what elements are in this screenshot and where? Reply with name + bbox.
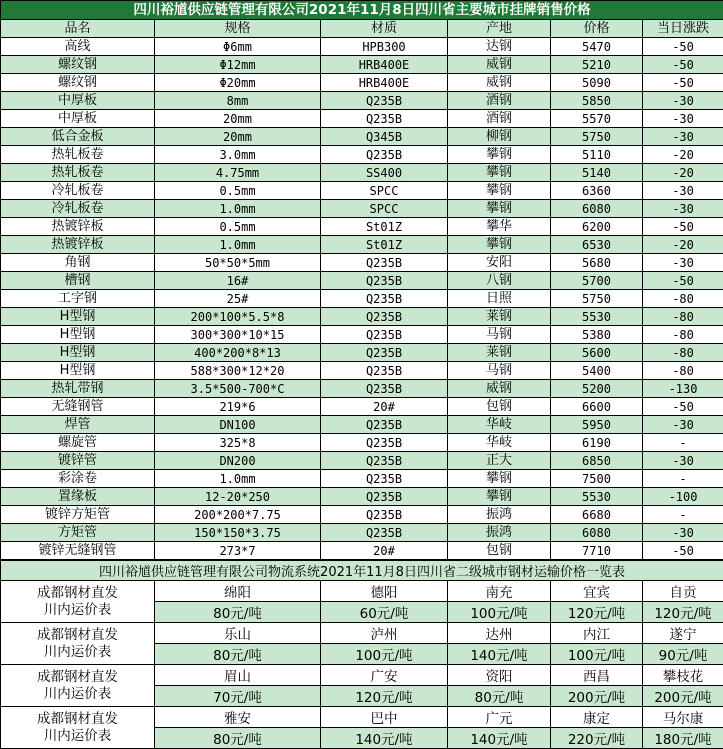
table-row — [1, 74, 723, 92]
destination-city: 南充 — [448, 581, 551, 602]
table-row — [1, 38, 723, 56]
freight-price: 80元/吨 — [155, 728, 321, 749]
freight-price: 220元/吨 — [551, 728, 643, 749]
origin-cell: 安阳 — [448, 254, 551, 272]
product-name-cell: H型钢 — [1, 326, 155, 344]
table-row — [1, 110, 723, 128]
table-row — [1, 470, 723, 488]
freight-price: 180元/吨 — [643, 728, 723, 749]
freight-price: 140元/吨 — [448, 644, 551, 665]
daily-change-cell: -50 — [643, 398, 723, 416]
material-cell: Q235B — [321, 434, 448, 452]
freight-price: 90元/吨 — [643, 644, 723, 665]
product-name-cell: 镀锌无缝钢管 — [1, 542, 155, 560]
material-cell: Q235B — [321, 524, 448, 542]
price-cell: 5470 — [551, 38, 643, 56]
table-row — [1, 128, 723, 146]
table-row — [1, 218, 723, 236]
table-row — [1, 326, 723, 344]
daily-change-cell: -80 — [643, 326, 723, 344]
destination-city: 广安 — [321, 665, 448, 686]
spec-cell: 150*150*3.75 — [155, 524, 321, 542]
spec-cell: 273*7 — [155, 542, 321, 560]
material-cell: Q345B — [321, 128, 448, 146]
product-name-cell: 热轧板卷 — [1, 146, 155, 164]
material-cell: SS400 — [321, 164, 448, 182]
daily-change-cell: -30 — [643, 110, 723, 128]
spec-cell: 25# — [155, 290, 321, 308]
freight-price: 200元/吨 — [643, 686, 723, 707]
product-name-cell: 螺纹钢 — [1, 56, 155, 74]
spec-cell: 3.5*500-700*C — [155, 380, 321, 398]
price-cell: 5200 — [551, 380, 643, 398]
origin-cell: 八钢 — [448, 272, 551, 290]
column-header: 规格 — [155, 20, 321, 38]
spec-cell: 219*6 — [155, 398, 321, 416]
material-cell: Q235B — [321, 290, 448, 308]
freight-price: 70元/吨 — [155, 686, 321, 707]
daily-change-cell: -50 — [643, 272, 723, 290]
spec-cell: 20mm — [155, 128, 321, 146]
daily-change-cell: - — [643, 506, 723, 524]
daily-change-cell: -50 — [643, 56, 723, 74]
destination-city: 宜宾 — [551, 581, 643, 602]
material-cell: HPB300 — [321, 38, 448, 56]
origin-cell: 攀钢 — [448, 182, 551, 200]
material-cell: Q235B — [321, 506, 448, 524]
destination-city: 马尔康 — [643, 707, 723, 728]
price-cell: 6200 — [551, 218, 643, 236]
table-row — [1, 416, 723, 434]
daily-change-cell: -130 — [643, 380, 723, 398]
price-cell: 5600 — [551, 344, 643, 362]
freight-price: 120元/吨 — [643, 602, 723, 623]
price-cell: 6080 — [551, 524, 643, 542]
spec-cell: 50*50*5mm — [155, 254, 321, 272]
material-cell: Q235B — [321, 308, 448, 326]
table-row — [1, 344, 723, 362]
material-cell: Q235B — [321, 92, 448, 110]
price-cell: 5110 — [551, 146, 643, 164]
price-cell: 5680 — [551, 254, 643, 272]
origin-cell: 威钢 — [448, 74, 551, 92]
daily-change-cell: -100 — [643, 488, 723, 506]
row-label-line1: 成都钢材直发 — [3, 711, 152, 728]
freight-city-row — [1, 665, 723, 686]
freight-city-row — [1, 707, 723, 728]
table-row — [1, 380, 723, 398]
material-cell: Q235B — [321, 362, 448, 380]
freight-price: 140元/吨 — [448, 728, 551, 749]
origin-cell: 包钢 — [448, 398, 551, 416]
product-name-cell: 方矩管 — [1, 524, 155, 542]
table-row — [1, 308, 723, 326]
spec-cell: 1.0mm — [155, 200, 321, 218]
destination-city: 德阳 — [321, 581, 448, 602]
spec-cell: 200*200*7.75 — [155, 506, 321, 524]
freight-price: 120元/吨 — [321, 686, 448, 707]
product-name-cell: 低合金板 — [1, 128, 155, 146]
table-row — [1, 56, 723, 74]
origin-cell: 马钢 — [448, 362, 551, 380]
freight-price: 200元/吨 — [551, 686, 643, 707]
material-cell: Q235B — [321, 380, 448, 398]
price-cell: 5380 — [551, 326, 643, 344]
origin-cell: 攀钢 — [448, 488, 551, 506]
product-name-cell: H型钢 — [1, 362, 155, 380]
daily-change-cell: -20 — [643, 236, 723, 254]
origin-cell: 振鸿 — [448, 524, 551, 542]
product-name-cell: 无缝钢管 — [1, 398, 155, 416]
spec-cell: DN200 — [155, 452, 321, 470]
product-name-cell: 热镀锌板 — [1, 236, 155, 254]
destination-city: 泸州 — [321, 623, 448, 644]
material-cell: Q235B — [321, 326, 448, 344]
destination-city: 巴中 — [321, 707, 448, 728]
price-cell: 5700 — [551, 272, 643, 290]
product-name-cell: 角钢 — [1, 254, 155, 272]
freight-price: 140元/吨 — [321, 728, 448, 749]
destination-city: 雅安 — [155, 707, 321, 728]
daily-change-cell: -80 — [643, 290, 723, 308]
product-name-cell: 焊管 — [1, 416, 155, 434]
price-cell: 5530 — [551, 308, 643, 326]
spec-cell: 8mm — [155, 92, 321, 110]
table-row — [1, 398, 723, 416]
spec-cell: 1.0mm — [155, 236, 321, 254]
material-cell: St01Z — [321, 218, 448, 236]
destination-city: 乐山 — [155, 623, 321, 644]
product-name-cell: 螺纹钢 — [1, 74, 155, 92]
price-header-row — [1, 20, 723, 38]
daily-change-cell: -30 — [643, 200, 723, 218]
daily-change-cell: -20 — [643, 164, 723, 182]
freight-table-title: 四川裕馗供应链管理有限公司物流系统2021年11月8日四川省二级城市钢材运输价格一览表 — [1, 561, 723, 581]
origin-cell: 日照 — [448, 290, 551, 308]
row-label-line2: 川内运价表 — [3, 686, 152, 703]
origin-cell: 莱钢 — [448, 344, 551, 362]
price-cell: 7500 — [551, 470, 643, 488]
price-cell: 7710 — [551, 542, 643, 560]
spec-cell: 0.5mm — [155, 182, 321, 200]
daily-change-cell: -30 — [643, 524, 723, 542]
material-cell: 20# — [321, 542, 448, 560]
column-header: 当日涨跌 — [643, 20, 723, 38]
daily-change-cell: -30 — [643, 416, 723, 434]
daily-change-cell: -30 — [643, 452, 723, 470]
freight-price: 100元/吨 — [551, 644, 643, 665]
row-label-line2: 川内运价表 — [3, 602, 152, 619]
origin-cell: 华岐 — [448, 434, 551, 452]
product-name-cell: 槽钢 — [1, 272, 155, 290]
spec-cell: 12-20*250 — [155, 488, 321, 506]
product-name-cell: 工字钢 — [1, 290, 155, 308]
price-cell: 6190 — [551, 434, 643, 452]
destination-city: 绵阳 — [155, 581, 321, 602]
price-cell: 6600 — [551, 398, 643, 416]
freight-price: 100元/吨 — [321, 644, 448, 665]
destination-city: 达州 — [448, 623, 551, 644]
table-row — [1, 272, 723, 290]
price-cell: 5750 — [551, 128, 643, 146]
spec-cell: DN100 — [155, 416, 321, 434]
price-cell: 5950 — [551, 416, 643, 434]
daily-change-cell: -50 — [643, 38, 723, 56]
product-name-cell: 冷轧板卷 — [1, 182, 155, 200]
row-label-line2: 川内运价表 — [3, 728, 152, 745]
material-cell: SPCC — [321, 200, 448, 218]
price-cell: 5090 — [551, 74, 643, 92]
table-row — [1, 362, 723, 380]
product-name-cell: 螺旋管 — [1, 434, 155, 452]
product-name-cell: 热轧带钢 — [1, 380, 155, 398]
spec-cell: 20mm — [155, 110, 321, 128]
material-cell: SPCC — [321, 182, 448, 200]
origin-cell: 威钢 — [448, 56, 551, 74]
freight-price: 100元/吨 — [448, 602, 551, 623]
product-name-cell: 镀锌方矩管 — [1, 506, 155, 524]
material-cell: Q235B — [321, 146, 448, 164]
freight-row-label — [1, 623, 155, 665]
spec-cell: 300*300*10*15 — [155, 326, 321, 344]
spec-cell: 16# — [155, 272, 321, 290]
row-label-line1: 成都钢材直发 — [3, 669, 152, 686]
destination-city: 眉山 — [155, 665, 321, 686]
freight-row-label — [1, 707, 155, 749]
origin-cell: 达钢 — [448, 38, 551, 56]
table-row — [1, 542, 723, 560]
price-cell: 6850 — [551, 452, 643, 470]
destination-city: 内江 — [551, 623, 643, 644]
spec-cell: 588*300*12*20 — [155, 362, 321, 380]
spec-cell: 4.75mm — [155, 164, 321, 182]
material-cell: 20# — [321, 398, 448, 416]
material-cell: St01Z — [321, 236, 448, 254]
freight-city-row — [1, 581, 723, 602]
origin-cell: 攀钢 — [448, 200, 551, 218]
table-row — [1, 452, 723, 470]
material-cell: Q235B — [321, 488, 448, 506]
daily-change-cell: -20 — [643, 146, 723, 164]
price-cell: 5400 — [551, 362, 643, 380]
material-cell: HRB400E — [321, 74, 448, 92]
spec-cell: 200*100*5.5*8 — [155, 308, 321, 326]
freight-price: 80元/吨 — [448, 686, 551, 707]
product-name-cell: 彩涂卷 — [1, 470, 155, 488]
origin-cell: 莱钢 — [448, 308, 551, 326]
material-cell: Q235B — [321, 110, 448, 128]
product-name-cell: H型钢 — [1, 344, 155, 362]
origin-cell: 马钢 — [448, 326, 551, 344]
price-cell: 6360 — [551, 182, 643, 200]
table-row — [1, 506, 723, 524]
table-row — [1, 146, 723, 164]
spec-cell: 400*200*8*13 — [155, 344, 321, 362]
origin-cell: 攀钢 — [448, 164, 551, 182]
origin-cell: 包钢 — [448, 542, 551, 560]
daily-change-cell: -30 — [643, 92, 723, 110]
table-row — [1, 434, 723, 452]
product-name-cell: 热轧板卷 — [1, 164, 155, 182]
spec-cell: Φ6mm — [155, 38, 321, 56]
product-name-cell: 置缘板 — [1, 488, 155, 506]
product-name-cell: 中厚板 — [1, 92, 155, 110]
column-header: 价格 — [551, 20, 643, 38]
product-name-cell: 镀锌管 — [1, 452, 155, 470]
daily-change-cell: -30 — [643, 128, 723, 146]
table-row — [1, 236, 723, 254]
freight-price: 120元/吨 — [551, 602, 643, 623]
freight-price: 80元/吨 — [155, 644, 321, 665]
daily-change-cell: -80 — [643, 344, 723, 362]
price-cell: 5750 — [551, 290, 643, 308]
origin-cell: 攀华 — [448, 218, 551, 236]
origin-cell: 酒钢 — [448, 110, 551, 128]
spec-cell: 1.0mm — [155, 470, 321, 488]
row-label-line1: 成都钢材直发 — [3, 627, 152, 644]
origin-cell: 振鸿 — [448, 506, 551, 524]
destination-city: 康定 — [551, 707, 643, 728]
destination-city: 自贡 — [643, 581, 723, 602]
table-row — [1, 182, 723, 200]
material-cell: Q235B — [321, 254, 448, 272]
spec-cell: Φ20mm — [155, 74, 321, 92]
product-name-cell: 冷轧板卷 — [1, 200, 155, 218]
table-row — [1, 488, 723, 506]
row-label-line2: 川内运价表 — [3, 644, 152, 661]
origin-cell: 华岐 — [448, 416, 551, 434]
product-name-cell: 中厚板 — [1, 110, 155, 128]
daily-change-cell: -50 — [643, 74, 723, 92]
column-header: 产地 — [448, 20, 551, 38]
destination-city: 西昌 — [551, 665, 643, 686]
table-row — [1, 200, 723, 218]
product-name-cell: 热镀锌板 — [1, 218, 155, 236]
daily-change-cell: - — [643, 470, 723, 488]
freight-price: 80元/吨 — [155, 602, 321, 623]
table-row — [1, 290, 723, 308]
daily-change-cell: -50 — [643, 218, 723, 236]
price-cell: 5140 — [551, 164, 643, 182]
table-row — [1, 524, 723, 542]
table-row — [1, 254, 723, 272]
material-cell: Q235B — [321, 344, 448, 362]
spec-cell: 0.5mm — [155, 218, 321, 236]
origin-cell: 攀钢 — [448, 146, 551, 164]
freight-row-label — [1, 665, 155, 707]
price-cell: 6080 — [551, 200, 643, 218]
origin-cell: 攀钢 — [448, 236, 551, 254]
origin-cell: 威钢 — [448, 380, 551, 398]
product-name-cell: 高线 — [1, 38, 155, 56]
table-row — [1, 164, 723, 182]
material-cell: Q235B — [321, 452, 448, 470]
freight-row-label — [1, 581, 155, 623]
price-cell: 5530 — [551, 488, 643, 506]
row-label-line1: 成都钢材直发 — [3, 585, 152, 602]
origin-cell: 正大 — [448, 452, 551, 470]
price-table-title: 四川裕馗供应链管理有限公司2021年11月8日四川省主要城市挂牌销售价格 — [1, 1, 723, 20]
daily-change-cell: -80 — [643, 362, 723, 380]
price-cell: 6680 — [551, 506, 643, 524]
price-cell: 5850 — [551, 92, 643, 110]
destination-city: 广元 — [448, 707, 551, 728]
price-cell: 5210 — [551, 56, 643, 74]
spec-cell: 3.0mm — [155, 146, 321, 164]
destination-city: 遂宁 — [643, 623, 723, 644]
column-header: 品名 — [1, 20, 155, 38]
daily-change-cell: -50 — [643, 542, 723, 560]
column-header: 材质 — [321, 20, 448, 38]
origin-cell: 攀钢 — [448, 470, 551, 488]
price-cell: 6530 — [551, 236, 643, 254]
daily-change-cell: -30 — [643, 254, 723, 272]
material-cell: Q235B — [321, 272, 448, 290]
price-cell: 5570 — [551, 110, 643, 128]
material-cell: Q235B — [321, 416, 448, 434]
spec-cell: 325*8 — [155, 434, 321, 452]
destination-city: 资阳 — [448, 665, 551, 686]
spec-cell: Φ12mm — [155, 56, 321, 74]
daily-change-cell: - — [643, 434, 723, 452]
freight-price: 60元/吨 — [321, 602, 448, 623]
destination-city: 攀枝花 — [643, 665, 723, 686]
material-cell: HRB400E — [321, 56, 448, 74]
daily-change-cell: -30 — [643, 182, 723, 200]
freight-city-row — [1, 623, 723, 644]
product-name-cell: H型钢 — [1, 308, 155, 326]
table-row — [1, 92, 723, 110]
material-cell: Q235B — [321, 470, 448, 488]
origin-cell: 柳钢 — [448, 128, 551, 146]
origin-cell: 酒钢 — [448, 92, 551, 110]
daily-change-cell: -80 — [643, 308, 723, 326]
